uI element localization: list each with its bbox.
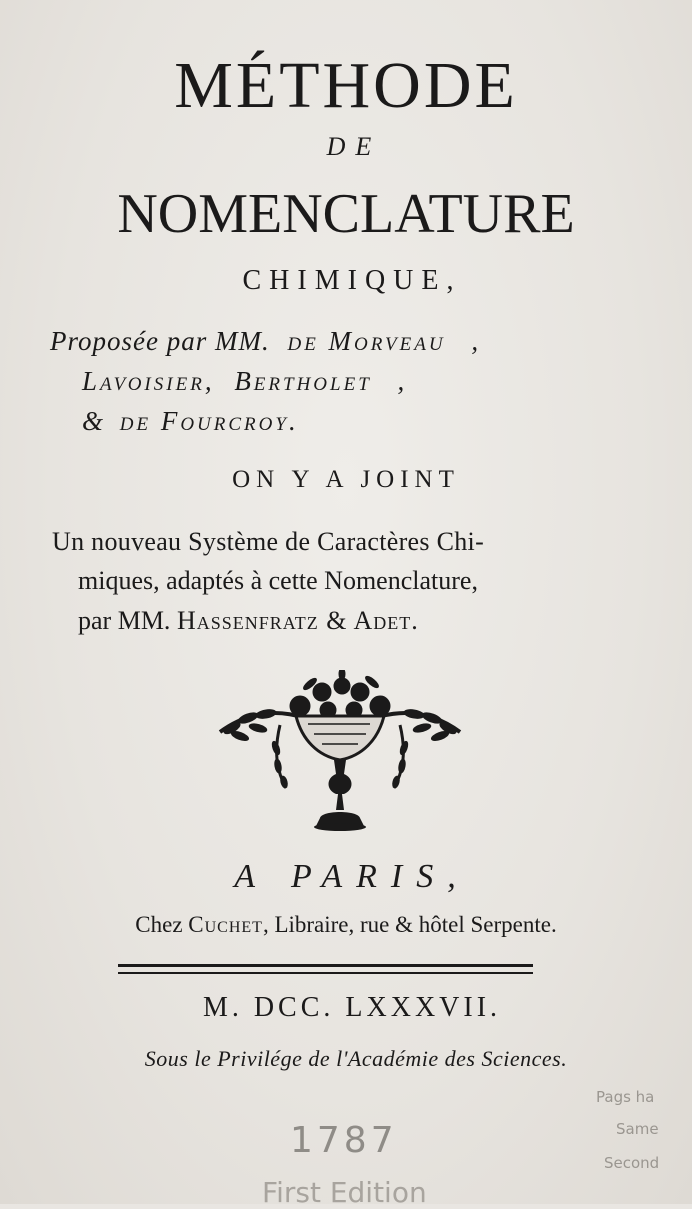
author-fourcroy: de Fourcroy. bbox=[119, 406, 299, 436]
handwritten-note-2: Same bbox=[616, 1120, 659, 1138]
thick-rule bbox=[118, 964, 533, 967]
author-morveau: de Morveau bbox=[287, 326, 446, 356]
vase-ornament-icon bbox=[210, 670, 470, 840]
imprint-city: A PARIS, bbox=[234, 858, 470, 895]
comma: , bbox=[471, 326, 480, 356]
title-de: DE bbox=[326, 132, 382, 161]
paragraph-line-3 bbox=[78, 606, 658, 636]
par-mm: par MM. bbox=[78, 606, 171, 635]
authors-row-1 bbox=[50, 326, 479, 357]
handwritten-note-1: Pags ha bbox=[596, 1088, 655, 1106]
publisher-cuchet: Cuchet bbox=[188, 912, 263, 937]
author-bertholet: Bertholet bbox=[234, 366, 372, 396]
comma: , bbox=[397, 366, 406, 396]
authors-row-2 bbox=[82, 366, 405, 397]
comma: , bbox=[204, 366, 213, 396]
title-chimique: CHIMIQUE, bbox=[242, 265, 462, 296]
paragraph-line-2: miques, adaptés à cette Nomenclature, bbox=[78, 566, 478, 595]
paragraph-line-1: Un nouveau Système de Caractères Chi- bbox=[52, 527, 485, 556]
author-lavoisier: Lavoisier bbox=[82, 366, 205, 396]
privilege-line: Sous le Privilége de l'Académie des Sciences. bbox=[144, 1046, 568, 1071]
title-methode: MÉTHODE bbox=[174, 49, 518, 122]
ampersand: & bbox=[82, 406, 105, 436]
thin-rule bbox=[118, 972, 533, 974]
title-nomenclature: NOMENCLATURE bbox=[117, 183, 575, 245]
on-y-a-joint: ON Y A JOINT bbox=[232, 466, 460, 493]
authors-row-3 bbox=[82, 406, 299, 437]
publication-date: M. DCC. LXXXVII. bbox=[202, 992, 502, 1023]
names-hassenfratz-adet: Hassenfratz & Adet. bbox=[176, 606, 419, 635]
chez: Chez bbox=[135, 912, 183, 937]
imprint-publisher bbox=[0, 912, 692, 938]
publisher-address: , Libraire, rue & hôtel Serpente. bbox=[262, 912, 557, 937]
handwritten-note-3: Second bbox=[604, 1154, 660, 1172]
handwritten-note-4: First Edition bbox=[262, 1176, 427, 1209]
proposee-par: Proposée par MM. bbox=[50, 326, 270, 356]
handwritten-year: 1787 bbox=[290, 1120, 398, 1161]
